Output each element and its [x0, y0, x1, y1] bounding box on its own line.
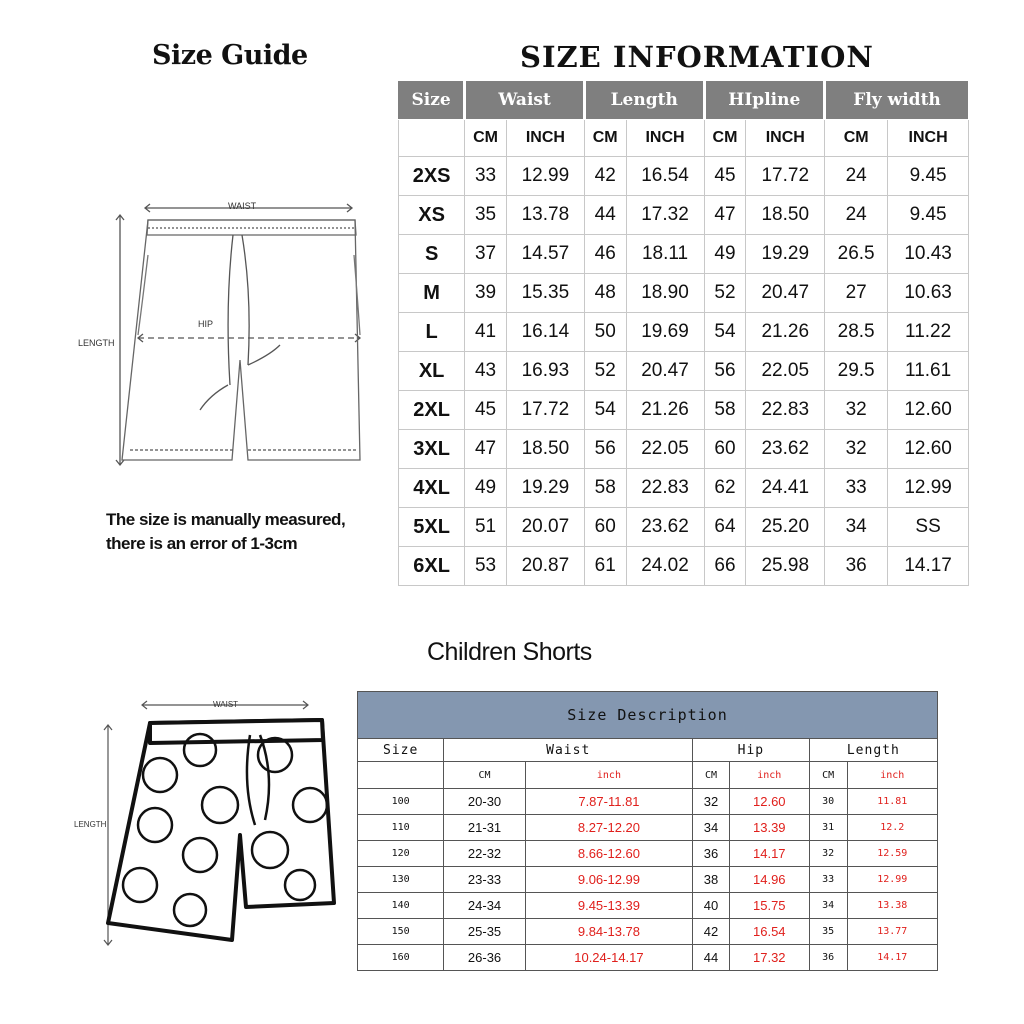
value-cell: 54 [584, 391, 626, 430]
value-cell: 51 [465, 508, 507, 547]
note-line-1: The size is manually measured, [106, 510, 346, 529]
value-cell: 23-33 [444, 867, 525, 893]
value-cell: 30 [809, 789, 847, 815]
child-header-hip: Hip [693, 739, 810, 762]
value-cell: 42 [693, 919, 730, 945]
value-cell: 36 [809, 945, 847, 971]
table-row [358, 919, 938, 945]
length-label: LENGTH [78, 338, 115, 348]
table-row [399, 547, 969, 586]
value-cell: 47 [704, 196, 746, 235]
value-cell: 24-34 [444, 893, 525, 919]
value-cell: 21-31 [444, 815, 525, 841]
value-cell: 9.45 [888, 196, 969, 235]
value-cell: 64 [704, 508, 746, 547]
adult-table-units [399, 120, 969, 157]
value-cell: 12.60 [888, 430, 969, 469]
value-cell: 25.98 [746, 547, 825, 586]
value-cell: 33 [825, 469, 888, 508]
value-cell: 49 [704, 235, 746, 274]
table-row [358, 867, 938, 893]
child-header-length: Length [809, 739, 937, 762]
value-cell: 46 [584, 235, 626, 274]
child-table-caption: Size Description [358, 692, 938, 739]
value-cell: 9.84-13.78 [525, 919, 692, 945]
value-cell: 41 [465, 313, 507, 352]
size-cell: XL [399, 352, 465, 391]
value-cell: 10.24-14.17 [525, 945, 692, 971]
value-cell: 9.45-13.39 [525, 893, 692, 919]
note-line-2: there is an error of 1-3cm [106, 534, 298, 553]
unit-cell: CM [809, 762, 847, 789]
value-cell: 13.39 [729, 815, 809, 841]
value-cell: 14.96 [729, 867, 809, 893]
value-cell: 17.32 [626, 196, 704, 235]
value-cell: 45 [704, 157, 746, 196]
waist-label: WAIST [228, 201, 257, 211]
table-row [399, 196, 969, 235]
value-cell: 19.69 [626, 313, 704, 352]
unit-cell: INCH [888, 120, 969, 157]
value-cell: 58 [704, 391, 746, 430]
table-row [399, 391, 969, 430]
size-cell: XS [399, 196, 465, 235]
unit-cell: INCH [626, 120, 704, 157]
value-cell: 26-36 [444, 945, 525, 971]
unit-cell: CM [693, 762, 730, 789]
table-row [358, 893, 938, 919]
value-cell: 32 [825, 391, 888, 430]
value-cell: 25.20 [746, 508, 825, 547]
adult-shorts-diagram [70, 195, 390, 475]
value-cell: 12.60 [729, 789, 809, 815]
value-cell: 13.38 [847, 893, 937, 919]
value-cell: 20.07 [506, 508, 584, 547]
unit-cell: CM [465, 120, 507, 157]
unit-cell: CM [825, 120, 888, 157]
value-cell: 21.26 [626, 391, 704, 430]
size-cell: L [399, 313, 465, 352]
value-cell: 37 [465, 235, 507, 274]
value-cell: 42 [584, 157, 626, 196]
size-guide-title: Size Guide [152, 40, 308, 71]
unit-cell [358, 762, 444, 789]
children-size-table [357, 691, 938, 971]
value-cell: 12.99 [888, 469, 969, 508]
value-cell: 15.75 [729, 893, 809, 919]
value-cell: 34 [809, 893, 847, 919]
value-cell: 16.54 [626, 157, 704, 196]
children-shorts-diagram [70, 695, 360, 955]
value-cell: 34 [693, 815, 730, 841]
value-cell: 22.83 [626, 469, 704, 508]
value-cell: 44 [584, 196, 626, 235]
unit-cell: inch [525, 762, 692, 789]
value-cell: 12.60 [888, 391, 969, 430]
table-row [399, 469, 969, 508]
size-cell: M [399, 274, 465, 313]
child-header-waist: Waist [444, 739, 693, 762]
table-row [358, 841, 938, 867]
size-cell: 2XS [399, 157, 465, 196]
table-row [399, 352, 969, 391]
value-cell: 39 [465, 274, 507, 313]
value-cell: 34 [825, 508, 888, 547]
value-cell: 7.87-11.81 [525, 789, 692, 815]
header-length: Length [584, 81, 704, 120]
child-table-units [358, 762, 938, 789]
value-cell: 38 [693, 867, 730, 893]
value-cell: 26.5 [825, 235, 888, 274]
value-cell: 24.41 [746, 469, 825, 508]
value-cell: 17.32 [729, 945, 809, 971]
value-cell: 61 [584, 547, 626, 586]
value-cell: 11.22 [888, 313, 969, 352]
value-cell: 60 [704, 430, 746, 469]
value-cell: 22.05 [746, 352, 825, 391]
value-cell: 36 [693, 841, 730, 867]
value-cell: 27 [825, 274, 888, 313]
child-table-header [358, 739, 938, 762]
value-cell: 13.77 [847, 919, 937, 945]
header-waist: Waist [465, 81, 585, 120]
unit-cell: INCH [746, 120, 825, 157]
value-cell: 20-30 [444, 789, 525, 815]
value-cell: 8.66-12.60 [525, 841, 692, 867]
child-header-size: Size [358, 739, 444, 762]
size-cell: 2XL [399, 391, 465, 430]
value-cell: 11.61 [888, 352, 969, 391]
child-waist-label: WAIST [213, 700, 239, 709]
value-cell: 16.14 [506, 313, 584, 352]
value-cell: 45 [465, 391, 507, 430]
value-cell: 14.17 [729, 841, 809, 867]
header-fly-width: Fly width [825, 81, 969, 120]
value-cell: 20.47 [626, 352, 704, 391]
value-cell: 58 [584, 469, 626, 508]
size-cell: 150 [358, 919, 444, 945]
value-cell: 10.63 [888, 274, 969, 313]
value-cell: 20.47 [746, 274, 825, 313]
size-cell: 5XL [399, 508, 465, 547]
value-cell: 11.81 [847, 789, 937, 815]
value-cell: 12.99 [506, 157, 584, 196]
value-cell: 18.50 [746, 196, 825, 235]
measurement-note [106, 508, 345, 556]
value-cell: 12.59 [847, 841, 937, 867]
unit-cell: CM [704, 120, 746, 157]
table-row [358, 945, 938, 971]
value-cell: 16.54 [729, 919, 809, 945]
table-row [399, 313, 969, 352]
adult-size-table [398, 80, 969, 586]
value-cell: 8.27-12.20 [525, 815, 692, 841]
value-cell: 12.2 [847, 815, 937, 841]
value-cell: 62 [704, 469, 746, 508]
value-cell: 10.43 [888, 235, 969, 274]
adult-table-header [399, 81, 969, 120]
value-cell: 60 [584, 508, 626, 547]
value-cell: 18.50 [506, 430, 584, 469]
value-cell: 19.29 [746, 235, 825, 274]
size-cell: 120 [358, 841, 444, 867]
value-cell: 22.05 [626, 430, 704, 469]
child-table-caption-row [358, 692, 938, 739]
unit-cell: inch [847, 762, 937, 789]
value-cell: 50 [584, 313, 626, 352]
header-size: Size [399, 81, 465, 120]
value-cell: 23.62 [626, 508, 704, 547]
value-cell: 25-35 [444, 919, 525, 945]
table-row [399, 508, 969, 547]
value-cell: SS [888, 508, 969, 547]
size-cell: 160 [358, 945, 444, 971]
size-cell: 3XL [399, 430, 465, 469]
value-cell: 40 [693, 893, 730, 919]
size-information-title: SIZE INFORMATION [520, 40, 874, 74]
value-cell: 32 [825, 430, 888, 469]
value-cell: 49 [465, 469, 507, 508]
value-cell: 20.87 [506, 547, 584, 586]
value-cell: 17.72 [506, 391, 584, 430]
value-cell: 16.93 [506, 352, 584, 391]
value-cell: 53 [465, 547, 507, 586]
value-cell: 9.06-12.99 [525, 867, 692, 893]
value-cell: 48 [584, 274, 626, 313]
children-shorts-title: Children Shorts [427, 638, 592, 666]
value-cell: 22.83 [746, 391, 825, 430]
value-cell: 24 [825, 157, 888, 196]
value-cell: 19.29 [506, 469, 584, 508]
value-cell: 52 [704, 274, 746, 313]
value-cell: 56 [704, 352, 746, 391]
size-cell: 6XL [399, 547, 465, 586]
table-row [399, 430, 969, 469]
unit-cell: CM [444, 762, 525, 789]
value-cell: 9.45 [888, 157, 969, 196]
value-cell: 35 [809, 919, 847, 945]
size-cell: 100 [358, 789, 444, 815]
child-length-label: LENGTH [74, 820, 107, 829]
value-cell: 22-32 [444, 841, 525, 867]
value-cell: 24.02 [626, 547, 704, 586]
table-row [358, 789, 938, 815]
value-cell: 13.78 [506, 196, 584, 235]
size-cell: 110 [358, 815, 444, 841]
value-cell: 14.17 [888, 547, 969, 586]
value-cell: 44 [693, 945, 730, 971]
value-cell: 14.57 [506, 235, 584, 274]
unit-cell [399, 120, 465, 157]
table-row [358, 815, 938, 841]
size-cell: S [399, 235, 465, 274]
value-cell: 31 [809, 815, 847, 841]
value-cell: 32 [693, 789, 730, 815]
value-cell: 17.72 [746, 157, 825, 196]
value-cell: 47 [465, 430, 507, 469]
value-cell: 18.11 [626, 235, 704, 274]
header-hipline: HIpline [704, 81, 825, 120]
value-cell: 24 [825, 196, 888, 235]
value-cell: 66 [704, 547, 746, 586]
unit-cell: INCH [506, 120, 584, 157]
value-cell: 23.62 [746, 430, 825, 469]
value-cell: 54 [704, 313, 746, 352]
table-row [399, 274, 969, 313]
value-cell: 33 [809, 867, 847, 893]
table-row [399, 157, 969, 196]
unit-cell: inch [729, 762, 809, 789]
value-cell: 56 [584, 430, 626, 469]
value-cell: 21.26 [746, 313, 825, 352]
size-cell: 130 [358, 867, 444, 893]
value-cell: 36 [825, 547, 888, 586]
value-cell: 18.90 [626, 274, 704, 313]
value-cell: 12.99 [847, 867, 937, 893]
value-cell: 43 [465, 352, 507, 391]
unit-cell: CM [584, 120, 626, 157]
value-cell: 15.35 [506, 274, 584, 313]
value-cell: 32 [809, 841, 847, 867]
value-cell: 29.5 [825, 352, 888, 391]
value-cell: 52 [584, 352, 626, 391]
value-cell: 14.17 [847, 945, 937, 971]
value-cell: 33 [465, 157, 507, 196]
size-cell: 140 [358, 893, 444, 919]
value-cell: 35 [465, 196, 507, 235]
table-row [399, 235, 969, 274]
hip-label: HIP [198, 319, 214, 329]
value-cell: 28.5 [825, 313, 888, 352]
size-cell: 4XL [399, 469, 465, 508]
